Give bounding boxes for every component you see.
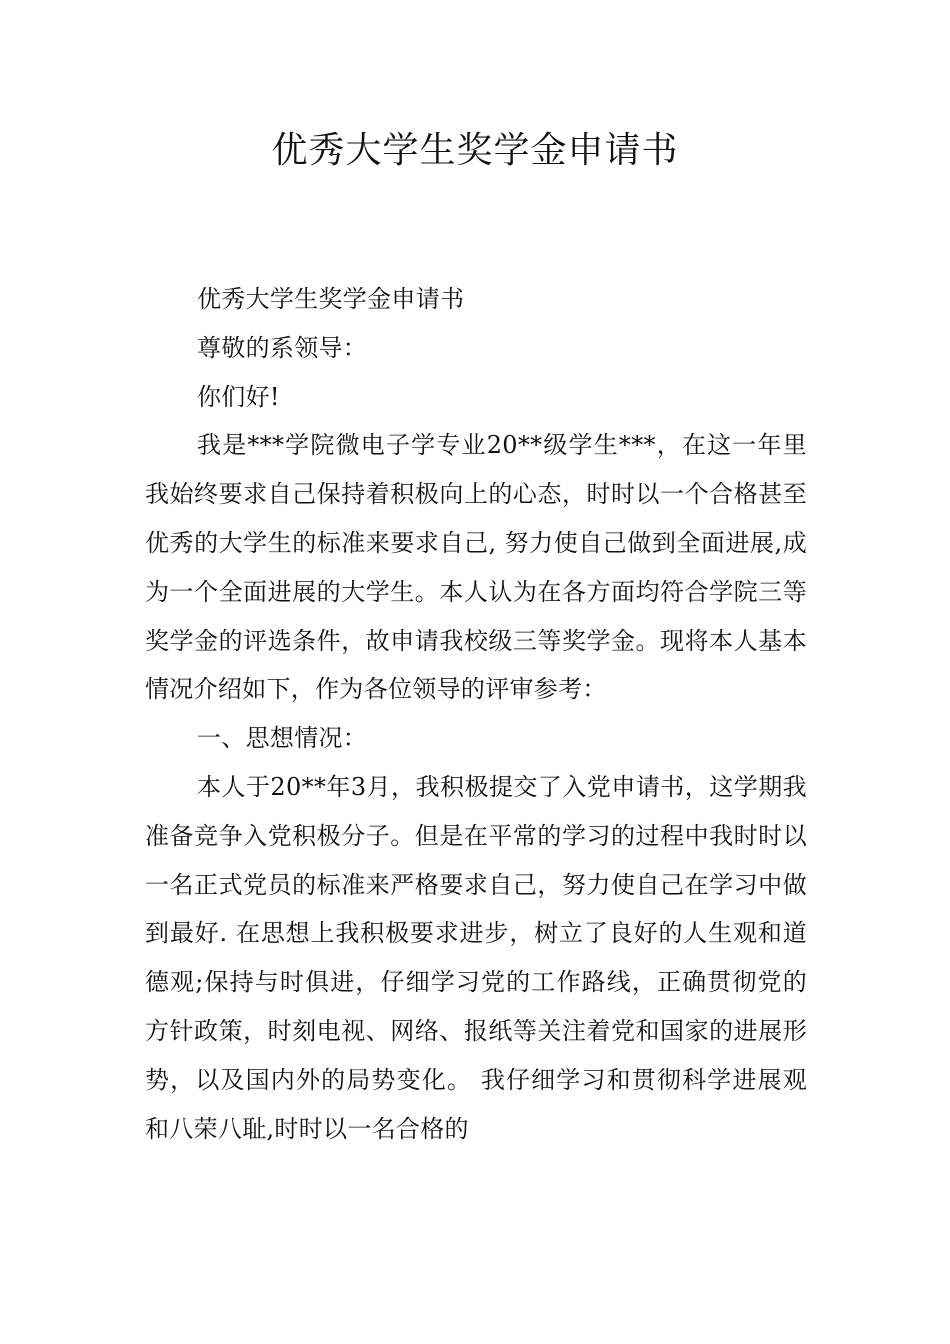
paragraph-section-heading: 一、思想情况： (197, 724, 368, 753)
paragraph-introduction: 我是***学院微电子学专业20**级学生***，在这一年里我始终要求自己保持着积极向上的心态，时时以一个合格甚至优秀的大学生的标准来要求自己, 努力使自己做到全面进展,成为一个全面进展的大学生。本人认为在各方面均符合学院三等奖学金的评选条件，故申请我校级三等奖学金。现将本人基本情况介绍如下，作为各位领导的评审参考： (145, 431, 807, 704)
paragraph-heading: 优秀大学生奖学金申请书 (197, 285, 465, 313)
paragraph-thought-situation: 本人于20**年3月，我积极提交了入党申请书，这学期我准备竞争入党积极分子。但是在平常的学习的过程中我时时以一名正式党员的标准来严格要求自己，努力使自己在学习中做到最好. 在思想上我积极要求进步，树立了良好的人生观和道德观;保持与时俱进，仔细学习党的工作路线，正确贯彻党的方针政策，时刻电视、网络、报纸等关注着党和国家的进展形势，以及国内外的局势变化。 我仔细学习和贯彻科学进展观和八荣八耻,时时以一名合格的 (145, 772, 807, 1143)
document-title: 优秀大学生奖学金申请书 (271, 130, 679, 171)
paragraph-greeting: 你们好! (197, 382, 280, 411)
document-body (145, 275, 807, 1153)
paragraph-salutation: 尊敬的系领导： (197, 333, 368, 362)
